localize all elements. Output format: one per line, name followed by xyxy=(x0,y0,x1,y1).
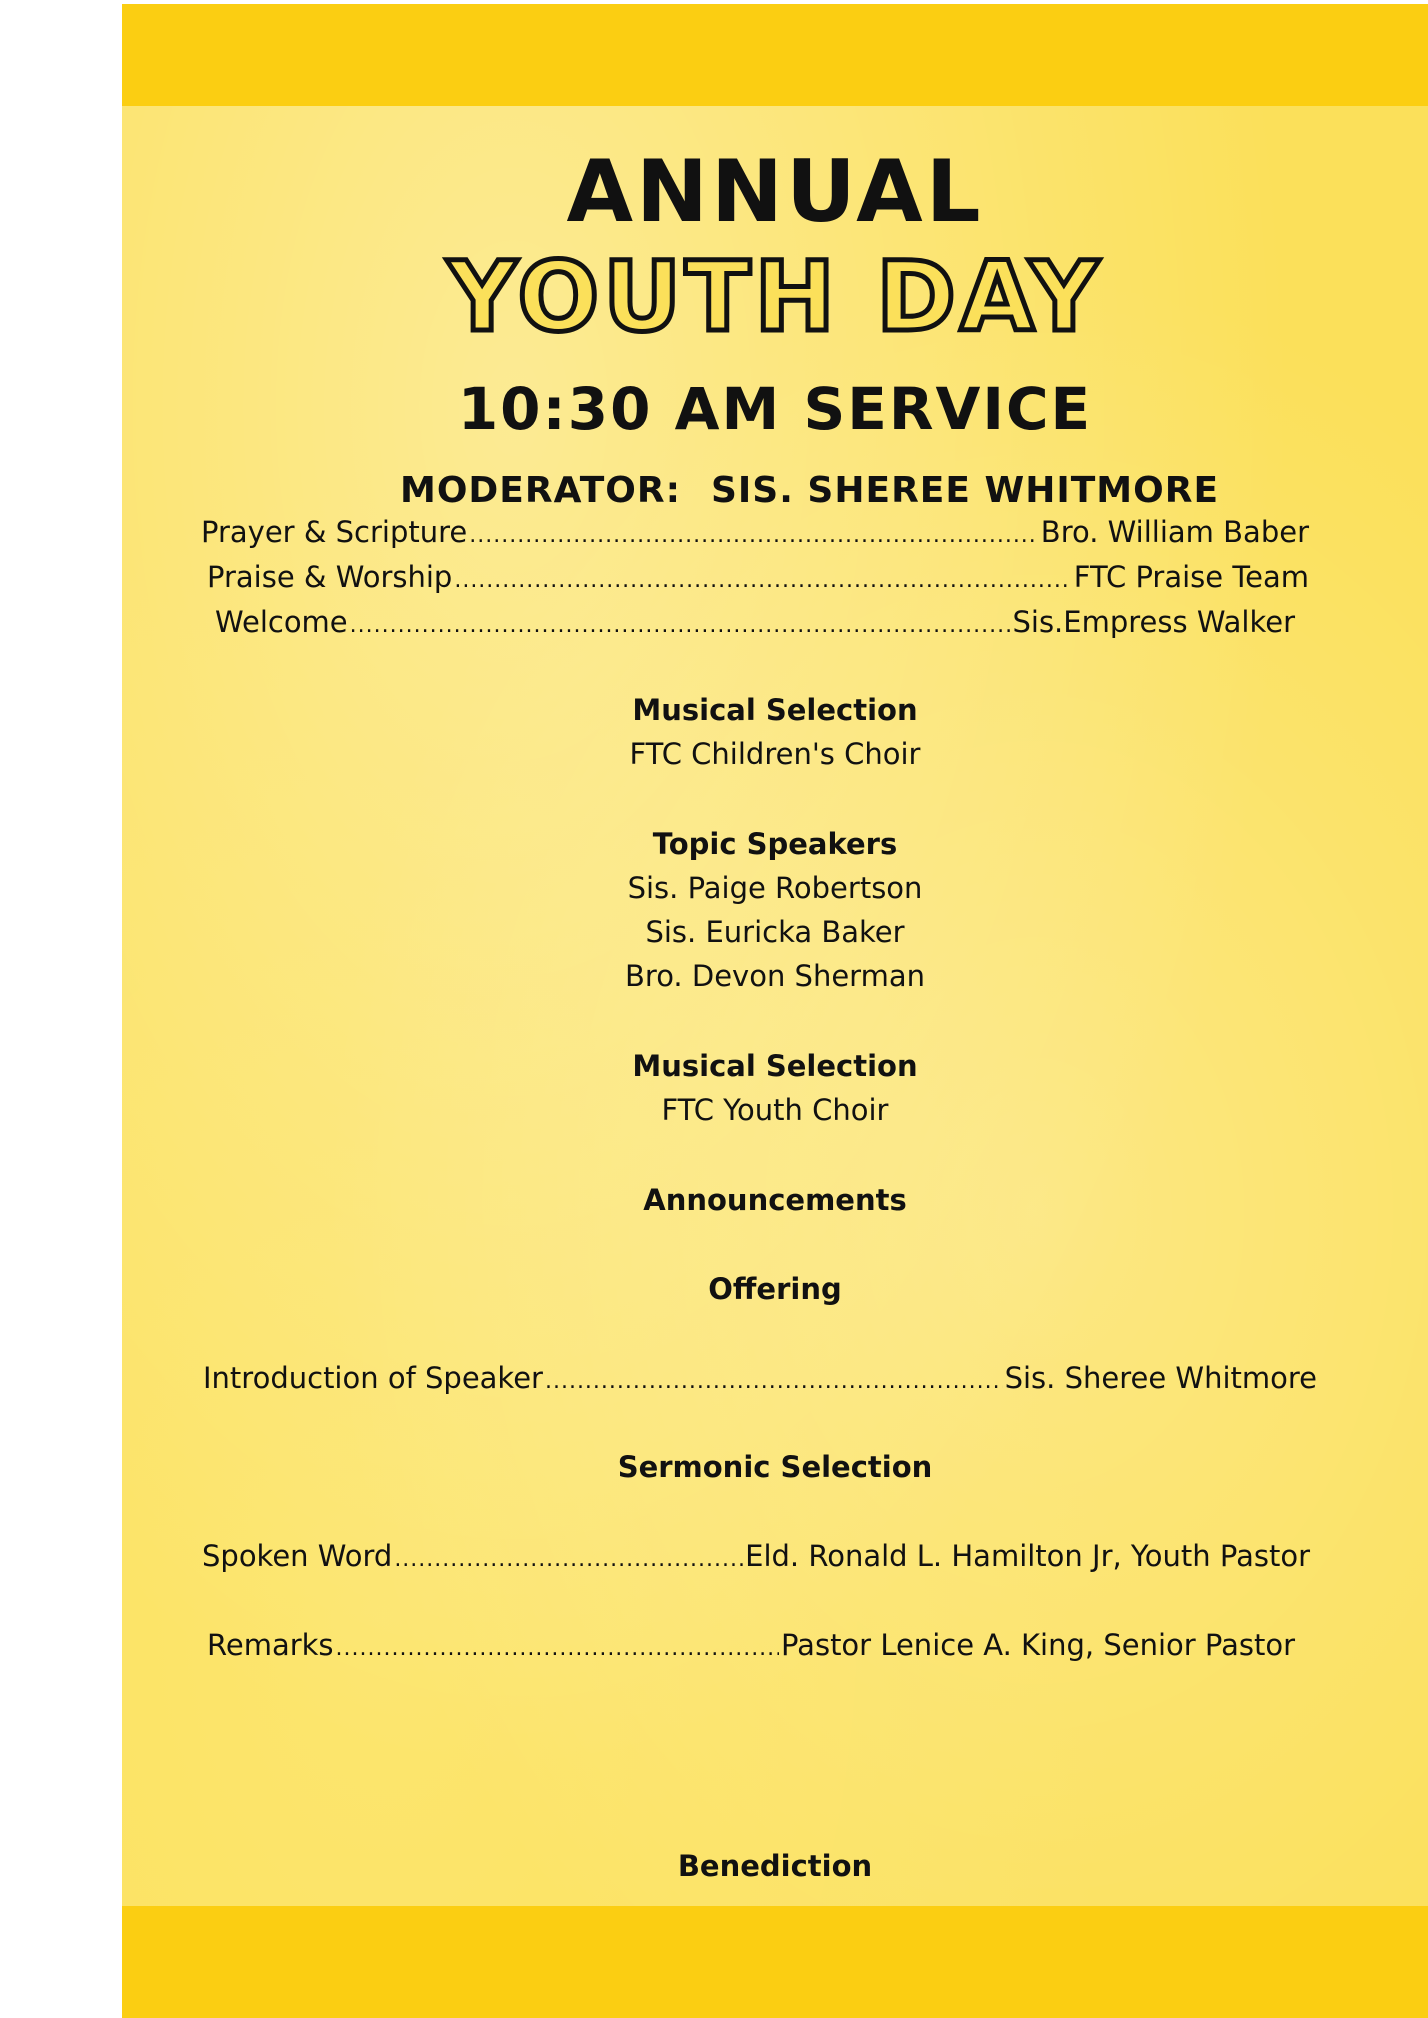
program-page xyxy=(122,4,1428,2018)
program-item-prayer xyxy=(201,510,1309,558)
program-by: Sis.Empress Walker xyxy=(1012,605,1295,639)
bottom-band xyxy=(122,1906,1428,2018)
program-item-praise xyxy=(207,555,1309,603)
program-part: Welcome xyxy=(215,605,348,639)
program-item-spoken-word xyxy=(202,1534,1310,1582)
announcements-heading: Announcements xyxy=(643,1183,907,1217)
musical-selection-heading: Musical Selection xyxy=(632,1049,918,1083)
program-by: Bro. William Baber xyxy=(1040,515,1309,549)
program-part: Spoken Word xyxy=(202,1539,393,1573)
topic-speaker-name: Bro. Devon Sherman xyxy=(625,959,925,993)
program-item-introduction xyxy=(203,1356,1317,1404)
moderator-label: MODERATOR: xyxy=(400,470,681,511)
service-time: 10:30 AM SERVICE xyxy=(457,375,1093,443)
program-part: Prayer & Scripture xyxy=(201,515,468,549)
musical-selection-performer: FTC Youth Choir xyxy=(661,1093,889,1127)
title-annual: ANNUAL xyxy=(566,142,984,242)
musical-selection-heading: Musical Selection xyxy=(632,693,918,727)
title-youth-day: YOUTH DAY xyxy=(447,241,1103,353)
sermonic-selection-heading: Sermonic Selection xyxy=(617,1450,933,1484)
moderator-name: SIS. SHEREE WHITMORE xyxy=(710,470,1220,511)
program-item-remarks xyxy=(207,1623,1295,1671)
program-by: Pastor Lenice A. King, Senior Pastor xyxy=(781,1628,1295,1662)
program-by: Eld. Ronald L. Hamilton Jr, Youth Pastor xyxy=(745,1539,1310,1573)
moderator-line xyxy=(400,466,1219,516)
dot-leader xyxy=(394,1538,743,1582)
program-by: Sis. Sheree Whitmore xyxy=(1004,1361,1317,1395)
program-item-welcome xyxy=(215,600,1295,648)
dot-leader xyxy=(454,559,1071,603)
topic-speaker-name: Sis. Paige Robertson xyxy=(627,871,923,905)
musical-selection-performer: FTC Children's Choir xyxy=(629,737,921,771)
program-by: FTC Praise Team xyxy=(1073,560,1309,594)
dot-leader xyxy=(545,1360,1003,1404)
dot-leader xyxy=(469,514,1039,558)
topic-speakers-heading: Topic Speakers xyxy=(652,827,898,861)
benediction-heading: Benediction xyxy=(677,1849,873,1883)
dot-leader xyxy=(336,1627,779,1671)
offering-heading: Offering xyxy=(708,1272,842,1306)
topic-speaker-name: Sis. Euricka Baker xyxy=(645,915,905,949)
dot-leader xyxy=(350,604,1011,648)
program-part: Praise & Worship xyxy=(207,560,453,594)
program-part: Remarks xyxy=(207,1628,334,1662)
program-part: Introduction of Speaker xyxy=(203,1361,543,1395)
top-band xyxy=(122,4,1428,106)
